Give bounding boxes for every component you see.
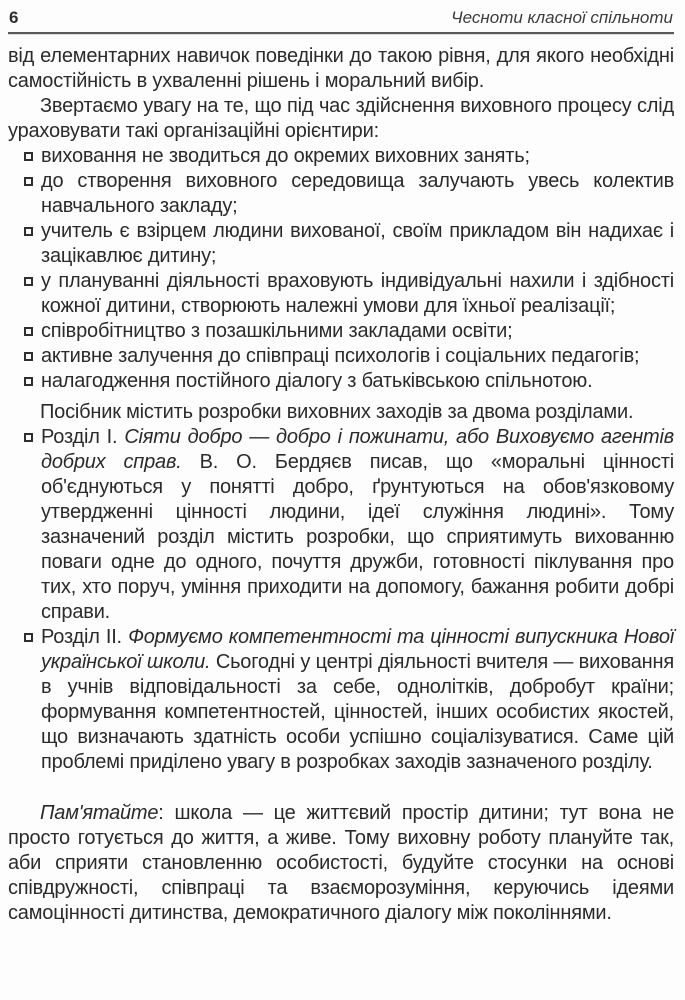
paragraph-continuation bbox=[8, 44, 674, 94]
list-item bbox=[8, 219, 674, 269]
square-bullet-icon bbox=[24, 277, 33, 286]
square-bullet-icon bbox=[24, 633, 33, 642]
list-item-text: учитель є взірцем людини вихованої, своїм прикладом він надихає і зацікавлює дитину; bbox=[41, 220, 674, 267]
paragraph-text: Посібник містить розробки виховних заходів за двома розділами. bbox=[40, 401, 634, 423]
list-item-text: налагодження постійного діалогу з батьківською спільнотою. bbox=[41, 370, 593, 392]
page-body bbox=[8, 44, 674, 926]
list-item bbox=[8, 369, 674, 394]
list-item-section-2 bbox=[8, 625, 674, 775]
list-item-text: активне залучення до співпраці психологів і соціальних педагогів; bbox=[41, 345, 640, 367]
section-label: Розділ II. bbox=[41, 626, 129, 648]
sections-list bbox=[8, 425, 674, 775]
list-item bbox=[8, 269, 674, 319]
square-bullet-icon bbox=[24, 433, 33, 442]
list-item bbox=[8, 169, 674, 219]
paragraph-sections-intro bbox=[8, 400, 674, 425]
paragraph-intro bbox=[8, 94, 674, 144]
square-bullet-icon bbox=[24, 177, 33, 186]
paragraph-final-note bbox=[8, 801, 674, 926]
header-rule bbox=[8, 32, 674, 34]
square-bullet-icon bbox=[24, 227, 33, 236]
section-title: Формуємо компетентності та цінності випускника Нової української школи. bbox=[41, 626, 674, 673]
final-note-text: : школа — це життєвий простір дитини; тут вона не просто готується до життя, а живе. Тому виховну роботу плануйте так, аби сприяти становленню особистості, будуйте стосунки на основі співдружності, співпраці та взаєморозуміння, керуючись ідеями самоцінності дитинства, демократичного діалогу між поколіннями. bbox=[8, 802, 674, 924]
list-item-text: у плануванні діяльності враховують індивідуальні нахили і здібності кожної дитини, створюють належні умови для їхньої реалізації; bbox=[41, 270, 674, 317]
list-item-section-1 bbox=[8, 425, 674, 625]
square-bullet-icon bbox=[24, 352, 33, 361]
square-bullet-icon bbox=[24, 152, 33, 161]
list-item bbox=[8, 144, 674, 169]
section-label: Розділ I. bbox=[41, 426, 125, 448]
final-note-lead: Пам'ятайте bbox=[40, 802, 159, 824]
square-bullet-icon bbox=[24, 327, 33, 336]
running-title: Чесноти класної спільноти bbox=[451, 8, 673, 27]
paragraph-text: Звертаємо увагу на те, що під час здійснення виховного процесу слід ураховувати такі організаційні орієнтири: bbox=[8, 95, 674, 142]
guidelines-list bbox=[8, 144, 674, 394]
list-item-text: співробітництво з позашкільними закладами освіти; bbox=[41, 320, 513, 342]
list-item bbox=[8, 319, 674, 344]
page-number: 6 bbox=[9, 8, 19, 27]
page-header bbox=[8, 6, 674, 32]
paragraph-text: від елементарних навичок поведінки до такою рівня, для якого необхідні самостійність в ухваленні рішень і моральний вибір. bbox=[8, 45, 674, 92]
square-bullet-icon bbox=[24, 377, 33, 386]
section-text: Сьогодні у центрі діяльності вчителя — виховання в учнів відповідальності за себе, однолітків, добробут країни; формування компетентностей, цінностей, інших особистих якостей, що визначають здатність особи успішно соціалізуватися. Саме цій проблемі приділено увагу в розробках заходів зазначеного розділу. bbox=[41, 651, 674, 773]
section-text: В. О. Бердяєв писав, що «моральні цінності об'єднуються у понятті добро, ґрунтуються на обов'язковому утвердженні цінності людини, ідеї служіння людині». Тому зазначений розділ містить розробки, що сприятимуть вихованню поваги одне до одного, почуття дружби, готовності піклування про тих, хто поруч, уміння приходити на допомогу, бажання робити добрі справи. bbox=[41, 451, 674, 623]
list-item-text: виховання не зводиться до окремих виховних занять; bbox=[41, 145, 530, 167]
section-title: Сіяти добро — добро і пожинати, або Виховуємо агентів добрих справ. bbox=[41, 426, 674, 473]
list-item-text: до створення виховного середовища залучають увесь колектив навчального закладу; bbox=[41, 170, 674, 217]
list-item bbox=[8, 344, 674, 369]
